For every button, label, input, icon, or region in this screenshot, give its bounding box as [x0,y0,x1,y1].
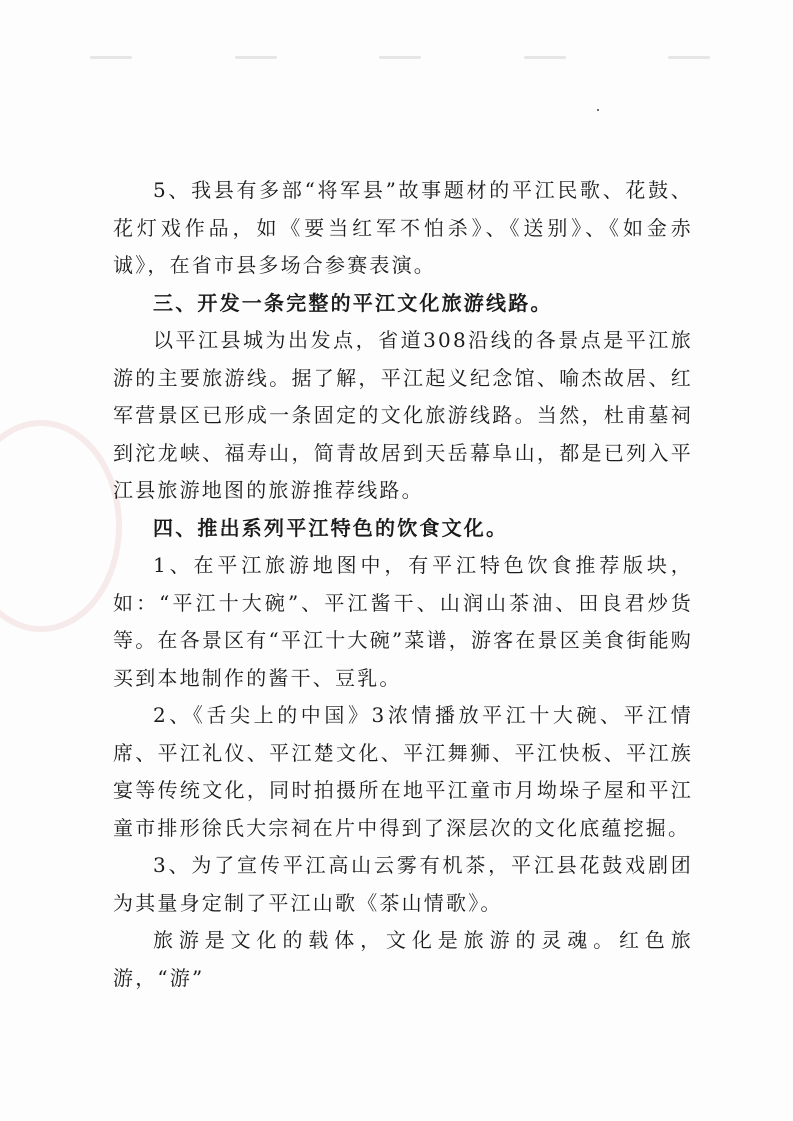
paragraph-item-5-folk-songs: 5、我县有多部“将军县”故事题材的平江民歌、花鼓、花灯戏作品，如《要当红军不怕杀》、《送别》、《如金赤诚》，在省市县多场合参赛表演。 [113,178,693,277]
document-body [113,172,693,997]
section-heading-food-culture: 四、推出系列平江特色的饮食文化。 [153,515,509,540]
scan-speck [597,109,599,111]
section-heading-tourism-route: 三、开发一条完整的平江文化旅游线路。 [153,290,553,315]
header-mark [668,56,710,59]
paragraph-item-2-documentary: 2、《舌尖上的中国》3浓情播放平江十大碗、平江情席、平江礼仪、平江楚文化、平江舞狮、平江快板、平江族宴等传统文化，同时拍摄所在地平江童市月坳垛子屋和平江童市排形徐氏大宗祠在片中得到了深层次的文化底蕴挖掘。 [113,703,693,840]
header-mark [235,56,277,59]
paragraph-item-3-tea-song: 3、为了宣传平江高山云雾有机茶，平江县花鼓戏剧团为其量身定制了平江山歌《茶山情歌》。 [113,853,693,915]
paragraph-tourism-route: 以平江县城为出发点，省道308沿线的各景点是平江旅游的主要旅游线。据了解，平江起义纪念馆、喻杰故居、红军营景区已形成一条固定的文化旅游线路。当然，杜甫墓祠到沱龙峡、福寿山，简青故居到天岳幕阜山，都是已列入平江县旅游地图的旅游推荐线路。 [113,328,693,502]
faded-stamp-mark [0,420,122,632]
faint-header-marks [90,56,710,66]
paragraph-closing: 旅游是文化的载体，文化是旅游的灵魂。红色旅游，“游” [113,928,693,990]
paragraph-item-1-food-map: 1、在平江旅游地图中，有平江特色饮食推荐版块，如：“平江十大碗”、平江酱干、山润山茶油、田良君炒货等。在各景区有“平江十大碗”菜谱，游客在景区美食街能购买到本地制作的酱干、豆乳。 [113,553,693,690]
header-mark [524,56,566,59]
header-mark [379,56,421,59]
header-mark [90,56,132,59]
